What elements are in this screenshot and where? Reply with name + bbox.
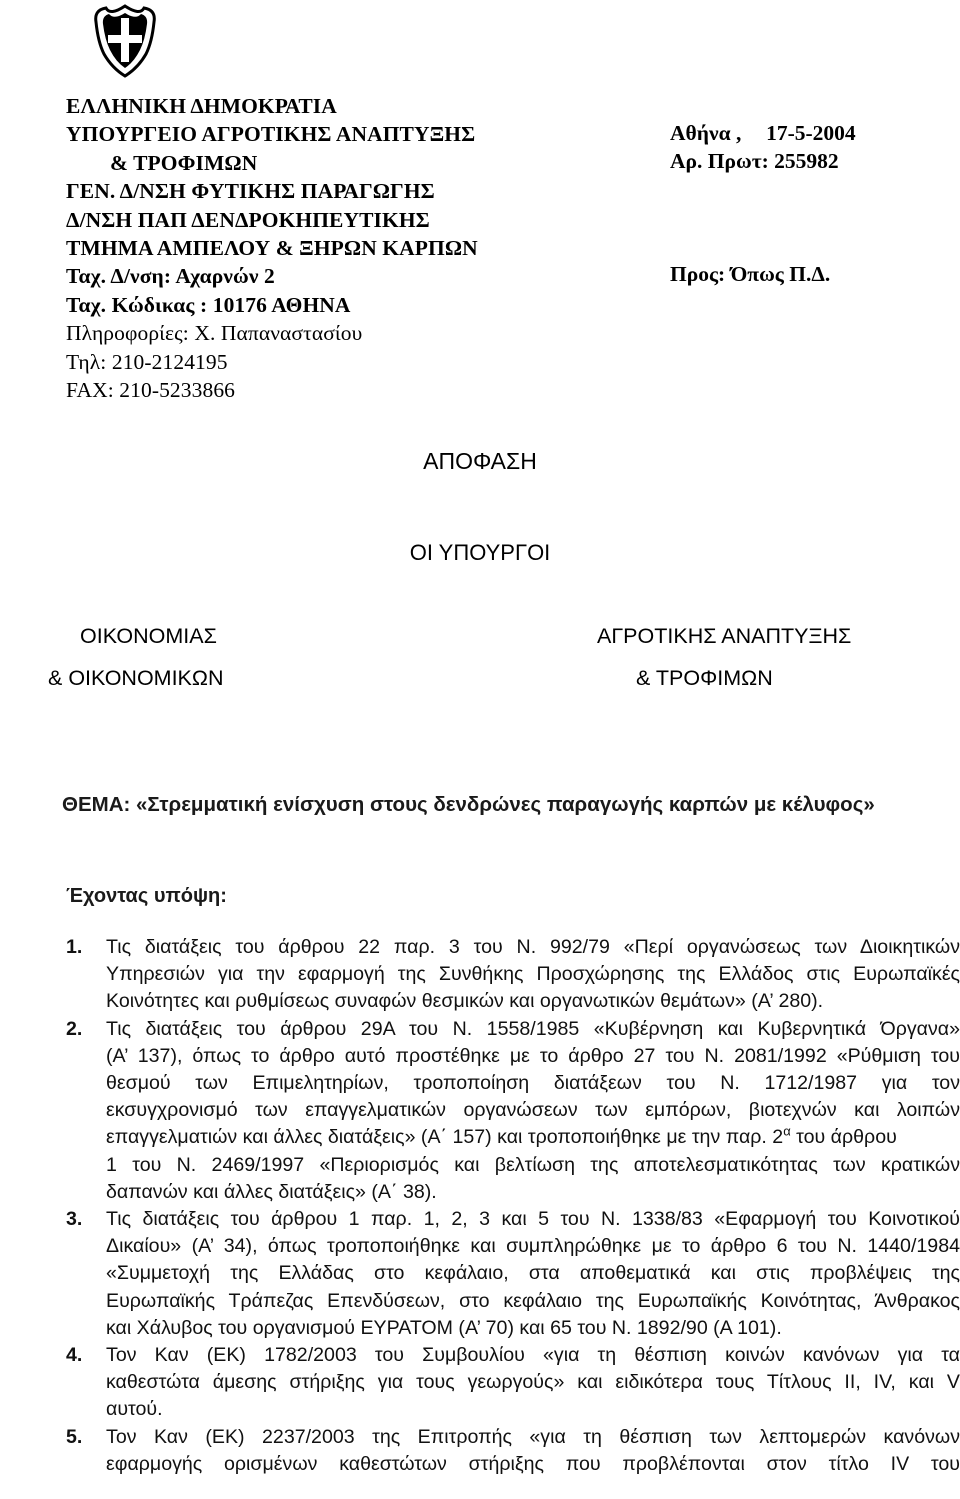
list-item-line: Τον Καν (ΕΚ) 2237/2003 της Επιτροπής «για τη θέσπιση των λεπτομερών κανόνων [106,1425,960,1448]
header-line-3: & ΤΡΟΦΙΜΩΝ [110,150,258,175]
ministry-right-line1: ΑΓΡΟΤΙΚΗΣ ΑΝΑΠΤΥΞΗΣ [597,624,852,648]
list-item-line: εφαρμογής ορισμένων καθεστώτων στήριξης που προβλέπονται στον τίτλο IV του [106,1452,960,1475]
list-item-number: 1. [66,936,83,958]
subject-line: ΘΕΜΑ: «Στρεμματική ενίσχυση στους δενδρώνες παραγωγής καρπών με κέλυφος» [62,793,875,816]
list-item-line: εκσυγχρονισμό των επαγγελματικών οργανώσεων των εμπόρων, βιοτεχνών και λοιπών [106,1099,960,1122]
header-address: Ταχ. Δ/νση: Αχαρνών 2 [66,264,275,289]
header-info: Πληροφορίες: Χ. Παπαναστασίου [66,321,363,346]
header-phone: Τηλ: 210-2124195 [66,349,228,374]
list-item [66,1342,960,1424]
recipient: Προς: Όπως Π.Δ. [670,262,831,286]
superscript: α [783,1123,791,1139]
considerations-list [66,934,960,1478]
considering-heading: Έχοντας υπόψη: [66,885,227,907]
list-item-line-tail: του άρθρου [790,1126,897,1149]
list-item-line: Κοινότητες και ρυθμίσεως συναφών θεσμικών και οργανωτικών θεμάτων» (Α’ 280). [106,990,824,1013]
header-postcode: Ταχ. Κώδικας : 10176 ΑΘΗΝΑ [66,292,351,317]
header-line-2: ΥΠΟΥΡΓΕΙΟ ΑΓΡΟΤΙΚΗΣ ΑΝΑΠΤΥΞΗΣ [66,122,476,147]
list-item [66,1206,960,1342]
list-item [66,1424,960,1478]
list-item-number: 5. [66,1425,83,1448]
sender-header [66,92,478,404]
list-item-line: (Α’ 137), όπως το άρθρο αυτό προστέθηκε με το άρθρο 27 του Ν. 2081/1992 «Ρύθμιση του [106,1044,960,1067]
list-item-line-with-sup [0,1124,960,1151]
list-item-number: 3. [66,1208,83,1231]
protocol-number: Αρ. Πρωτ: 255982 [670,149,839,173]
list-item [66,1016,960,1206]
list-item-line: Τις διατάξεις του άρθρου 1 παρ. 1, 2, 3 και 5 του Ν. 1338/83 «Εφαρμογή του Κοινοτικού [106,1208,960,1231]
header-line-4: ΓΕΝ. Δ/ΝΣΗ ΦΥΤΙΚΗΣ ΠΑΡΑΓΩΓΗΣ [66,179,435,204]
header-line-5: Δ/ΝΣΗ ΠΑΠ ΔΕΝΔΡΟΚΗΠΕΥΤΙΚΗΣ [66,207,430,232]
document-date [670,121,856,146]
list-item-line: Ευρωπαϊκής Τράπεζας Επενδύσεων, στο κεφάλαιο της Ευρωπαϊκής Κοινότητας, Άνθρακος [106,1289,960,1312]
ministry-left-line1: ΟΙΚΟΝΟΜΙΑΣ [80,624,217,648]
list-item [66,934,960,1016]
list-item-number: 2. [66,1017,83,1040]
header-line-1: ΕΛΛΗΝΙΚΗ ΔΗΜΟΚΡΑΤΙΑ [66,94,337,118]
list-item-line: δαπανών και άλλες διατάξεις» (Α΄ 38). [106,1180,437,1203]
list-item-number: 4. [66,1344,83,1367]
list-item-line: Τον Καν (ΕΚ) 1782/2003 του Συμβουλίου «για τη θέσπιση κοινών κανόνων για τα [106,1344,960,1367]
list-item-line: καθεστώτα άμεσης στήριξης για τους γεωργούς» και ειδικότερα τους Τίτλους ΙΙ, IV, και V [106,1371,960,1394]
list-item-line: 1 του Ν. 2469/1997 «Περιορισμός και βελτίωση της αποτελεσματικότητας των κρατικών [106,1153,960,1176]
greek-coat-of-arms-icon [86,2,164,80]
list-item-line: Υπηρεσιών για την εφαρμογή της Συνθήκης Προσχώρησης της Ελλάδος στις Ευρωπαϊκές [106,963,960,986]
list-item-line: Δικαίου» (Α’ 34), όπως τροποποιήθηκε και συμπληρώθηκε με το άρθρο 6 του Ν. 1440/1984 [106,1235,960,1258]
list-item-line: Τις διατάξεις του άρθρου 22 παρ. 3 του Ν. 992/79 «Περί οργανώσεως των Διοικητικών [106,936,960,958]
ministry-left-line2: & ΟΙΚΟΝΟΜΙΚΩΝ [48,666,224,690]
list-item-line-text: επαγγελματιών και άλλες διατάξεις» (Α΄ 157) και τροποποιήθηκε με την παρ. 2 [106,1126,784,1149]
list-item-line: αυτού. [106,1398,163,1421]
ministry-right-line2: & ΤΡΟΦΙΜΩΝ [636,666,773,690]
date-label: Αθήνα , [670,121,742,145]
list-item-line: Τις διατάξεις του άρθρου 29Α του Ν. 1558/1985 «Κυβέρνηση και Κυβερνητικά Όργανα» [106,1017,960,1040]
date-value: 17-5-2004 [766,121,856,145]
header-fax: FAX: 210-5233866 [66,378,236,403]
list-item-line: και Χάλυβος του οργανισμού ΕΥΡΑΤΟΜ (Α’ 70) και 65 του Ν. 1892/90 (Α 101). [106,1316,782,1339]
list-item-line: «Συμμετοχή της Ελλάδας στο κεφάλαιο, στα αποθεματικά και στις προβλέψεις της [106,1262,960,1285]
list-item-line: θεσμού των Επιμελητηρίων, τροποποίηση διατάξεων του Ν. 1712/1987 για τον [106,1072,960,1095]
document-title: ΑΠΟΦΑΣΗ [423,448,537,474]
document-subtitle: ΟΙ ΥΠΟΥΡΓΟΙ [409,540,551,565]
header-line-6: ΤΜΗΜΑ ΑΜΠΕΛΟΥ & ΞΗΡΩΝ ΚΑΡΠΩΝ [66,236,478,261]
